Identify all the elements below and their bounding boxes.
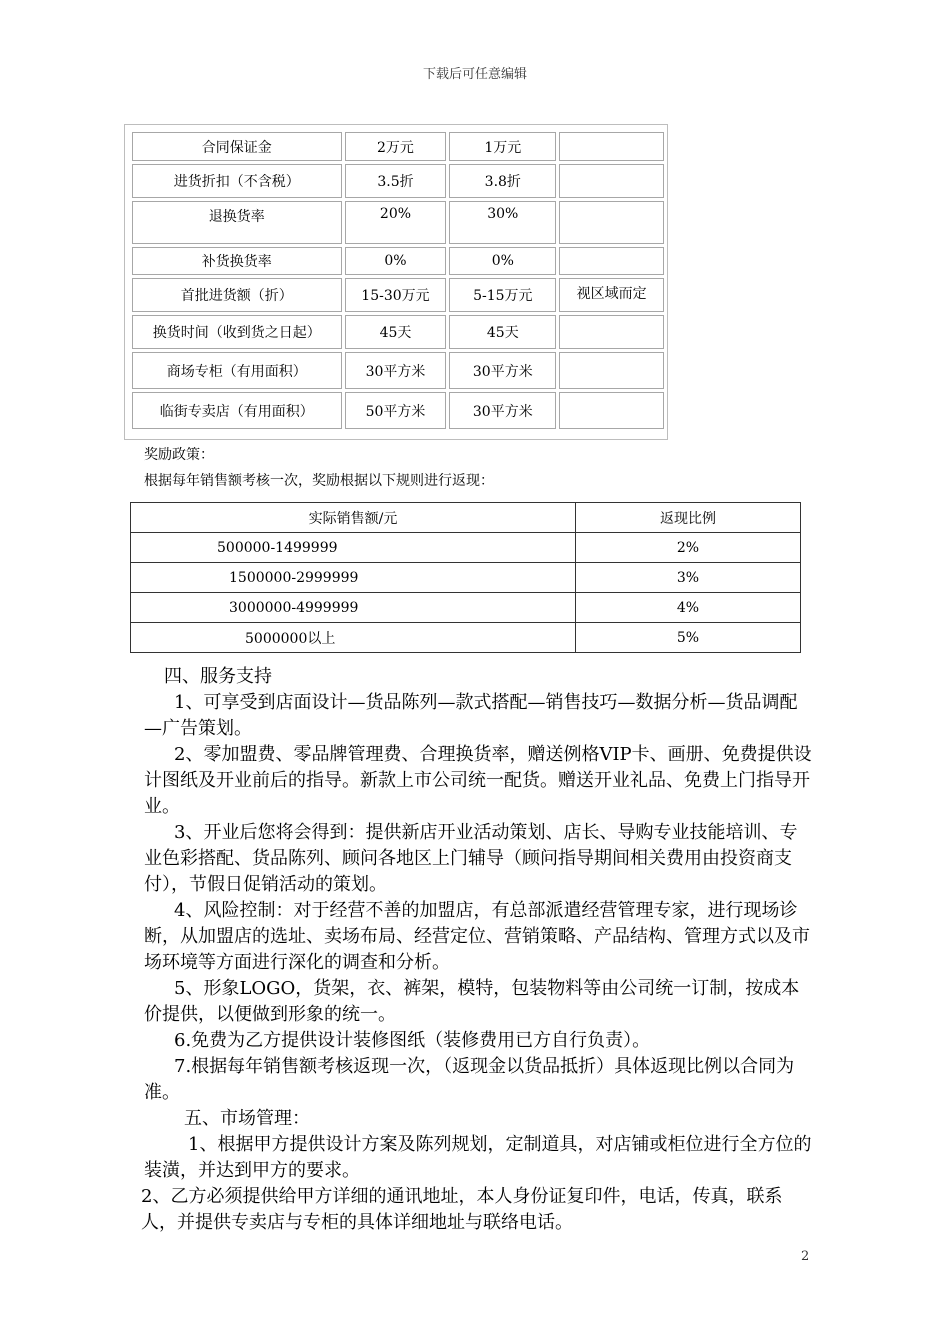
page-number: 2	[801, 1249, 810, 1264]
paragraph: 1、可享受到店面设计—货品陈列—款式搭配—销售技巧—数据分析—货品调配—广告策划。	[144, 692, 798, 739]
paragraph: 1、根据甲方提供设计方案及陈列规划，定制道具，对店铺或柜位进行全方位的装潢，并达到甲方的要求。	[144, 1134, 812, 1181]
reward-description: 根据每年销售额考核一次，奖励根据以下规则进行返现：	[144, 473, 494, 489]
cell-value: 45天	[449, 315, 556, 349]
table-row	[131, 533, 801, 563]
table-row	[132, 132, 664, 161]
cell-value: 视区域而定	[559, 278, 664, 312]
paragraph: 5、形象LOGO，货架，衣、裤架，模特，包装物料等由公司统一订制，按成本价提供，以便做到形象的统一。	[144, 978, 800, 1025]
row-label: 换货时间（收到货之日起）	[132, 315, 342, 349]
cell-value: 0%	[345, 247, 447, 275]
cell-value: 30%	[449, 201, 556, 244]
rebate-percent: 5%	[576, 623, 801, 653]
table-header-row	[131, 503, 801, 533]
cell-value: 3.8折	[449, 164, 556, 198]
table-row	[131, 593, 801, 623]
table-row	[132, 247, 664, 275]
cell-value	[559, 164, 664, 198]
row-label: 合同保证金	[132, 132, 342, 161]
paragraph: 2、零加盟费、零品牌管理费、合理换货率，赠送例格VIP卡、画册、免费提供设计图纸及开业前后的指导。新款上市公司统一配货。赠送开业礼品、免费上门指导开业。	[144, 744, 812, 817]
cell-value	[559, 247, 664, 275]
rebate-percent: 3%	[576, 563, 801, 593]
cell-value: 3.5折	[345, 164, 447, 198]
cell-value: 45天	[345, 315, 447, 349]
cell-value	[559, 392, 664, 429]
cell-value: 5-15万元	[449, 278, 556, 312]
table-row	[132, 352, 664, 389]
page-header: 下载后可任意编辑	[422, 67, 527, 82]
reward-title: 奖励政策：	[144, 447, 214, 463]
cell-value	[559, 132, 664, 161]
row-label: 进货折扣（不含税）	[132, 164, 342, 198]
section-heading: 四、服务支持	[164, 666, 272, 687]
paragraph: 4、风险控制：对于经营不善的加盟店，有总部派遣经营管理专家，进行现场诊断，从加盟店的选址、卖场布局、经营定位、营销策略、产品结构、管理方式以及市场环境等方面进行深化的调查和分析。	[144, 900, 810, 973]
table-row	[132, 164, 664, 198]
row-label: 退换货率	[132, 201, 342, 244]
paragraph: 7.根据每年销售额考核返现一次，（返现金以货品抵折）具体返现比例以合同为准。	[144, 1056, 795, 1103]
cell-value: 30平方米	[449, 392, 556, 429]
paragraph: 2、乙方必须提供给甲方详细的通讯地址，本人身份证复印件，电话，传真，联系人，并提供专卖店与专柜的具体详细地址与联络电话。	[141, 1186, 783, 1233]
cell-value: 15-30万元	[345, 278, 447, 312]
section-heading: 五、市场管理：	[184, 1108, 310, 1129]
sales-range: 3000000-4999999	[131, 593, 576, 623]
table-row	[131, 563, 801, 593]
cell-value: 20%	[345, 201, 447, 244]
table-row	[132, 278, 664, 312]
cell-value: 50平方米	[345, 392, 447, 429]
row-label: 首批进货额（折）	[132, 278, 342, 312]
service-support-section	[141, 664, 814, 1236]
sales-range: 500000-1499999	[131, 533, 576, 563]
row-label: 临街专卖店（有用面积）	[132, 392, 342, 429]
table-row	[132, 392, 664, 429]
table-row	[132, 201, 664, 244]
rebate-percent: 2%	[576, 533, 801, 563]
sales-range: 5000000以上	[131, 623, 576, 653]
cell-value	[559, 352, 664, 389]
cell-value: 0%	[449, 247, 556, 275]
row-label: 商场专柜（有用面积）	[132, 352, 342, 389]
paragraph: 6.免费为乙方提供设计装修图纸（装修费用已方自行负责）。	[174, 1030, 651, 1051]
cell-value: 30平方米	[345, 352, 447, 389]
cell-value	[559, 315, 664, 349]
cell-value: 1万元	[449, 132, 556, 161]
rebate-table	[130, 502, 801, 653]
rebate-percent: 4%	[576, 593, 801, 623]
column-header: 返现比例	[576, 503, 801, 533]
table-row	[132, 315, 664, 349]
sales-range: 1500000-2999999	[131, 563, 576, 593]
table-row	[131, 623, 801, 653]
paragraph: 3、开业后您将会得到：提供新店开业活动策划、店长、导购专业技能培训、专业色彩搭配、货品陈列、顾问各地区上门辅导（顾问指导期间相关费用由投资商支付），节假日促销活动的策划。	[144, 822, 798, 895]
cell-value: 30平方米	[449, 352, 556, 389]
column-header: 实际销售额/元	[131, 503, 576, 533]
cell-value	[559, 201, 664, 244]
franchise-terms-table	[124, 124, 668, 440]
cell-value: 2万元	[345, 132, 447, 161]
row-label: 补货换货率	[132, 247, 342, 275]
